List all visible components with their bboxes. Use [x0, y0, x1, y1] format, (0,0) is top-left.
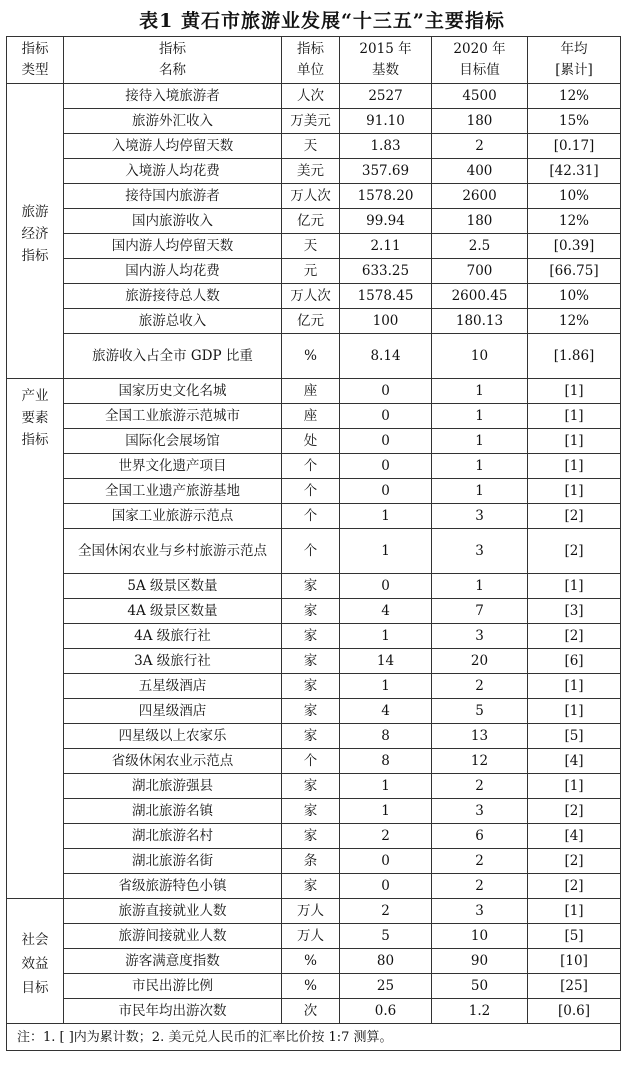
- base-value: 1: [340, 529, 432, 574]
- growth-value: 12%: [528, 309, 621, 334]
- base-value: 0.6: [340, 999, 432, 1024]
- growth-value: [0.17]: [528, 134, 621, 159]
- indicator-unit: 家: [282, 599, 340, 624]
- table-row: [7, 284, 621, 309]
- indicator-name: 湖北旅游名街: [64, 849, 282, 874]
- indicator-unit: 万人次: [282, 184, 340, 209]
- base-value: 1: [340, 624, 432, 649]
- growth-value: [42.31]: [528, 159, 621, 184]
- indicator-unit: 个: [282, 504, 340, 529]
- indicator-unit: 家: [282, 724, 340, 749]
- growth-value: [1]: [528, 404, 621, 429]
- table-row: [7, 84, 621, 109]
- table-row: [7, 899, 621, 924]
- indicator-name: 接待入境旅游者: [64, 84, 282, 109]
- indicator-name: 旅游收入占全市 GDP 比重: [64, 334, 282, 379]
- base-value: 8: [340, 724, 432, 749]
- growth-value: [2]: [528, 529, 621, 574]
- target-value: 1: [432, 574, 528, 599]
- growth-value: [1]: [528, 379, 621, 404]
- table-row: [7, 429, 621, 454]
- indicator-unit: %: [282, 974, 340, 999]
- growth-value: [2]: [528, 849, 621, 874]
- growth-value: [0.6]: [528, 999, 621, 1024]
- target-value: 400: [432, 159, 528, 184]
- table-row: [7, 574, 621, 599]
- indicator-unit: 天: [282, 234, 340, 259]
- indicator-unit: %: [282, 949, 340, 974]
- growth-value: [6]: [528, 649, 621, 674]
- base-value: 1: [340, 774, 432, 799]
- indicator-unit: 天: [282, 134, 340, 159]
- base-value: 1: [340, 799, 432, 824]
- indicator-name: 旅游总收入: [64, 309, 282, 334]
- growth-value: 10%: [528, 284, 621, 309]
- table-row: [7, 454, 621, 479]
- base-value: 1578.20: [340, 184, 432, 209]
- target-value: 2: [432, 134, 528, 159]
- base-value: 14: [340, 649, 432, 674]
- target-value: 2: [432, 674, 528, 699]
- category-cell: 产业 要素 指标: [7, 379, 64, 899]
- indicator-name: 五星级酒店: [64, 674, 282, 699]
- header-name: 指标 名称: [64, 37, 282, 84]
- target-value: 180.13: [432, 309, 528, 334]
- table-row: [7, 949, 621, 974]
- table-row: [7, 504, 621, 529]
- indicator-name: 国际化会展场馆: [64, 429, 282, 454]
- target-value: 90: [432, 949, 528, 974]
- table-row: [7, 624, 621, 649]
- target-value: 3: [432, 504, 528, 529]
- indicator-unit: 元: [282, 259, 340, 284]
- base-value: 633.25: [340, 259, 432, 284]
- growth-value: 10%: [528, 184, 621, 209]
- base-value: 2.11: [340, 234, 432, 259]
- table-row: [7, 824, 621, 849]
- indicator-unit: 人次: [282, 84, 340, 109]
- table-row: [7, 999, 621, 1024]
- indicator-name: 4A 级景区数量: [64, 599, 282, 624]
- base-value: 0: [340, 479, 432, 504]
- indicator-unit: %: [282, 334, 340, 379]
- base-value: 100: [340, 309, 432, 334]
- growth-value: [2]: [528, 799, 621, 824]
- growth-value: [1]: [528, 899, 621, 924]
- indicator-unit: 处: [282, 429, 340, 454]
- header-growth: 年均 [累计]: [528, 37, 621, 84]
- indicator-unit: 个: [282, 454, 340, 479]
- indicator-name: 国内游人均停留天数: [64, 234, 282, 259]
- indicator-name: 世界文化遗产项目: [64, 454, 282, 479]
- indicator-name: 旅游外汇收入: [64, 109, 282, 134]
- target-value: 2600.45: [432, 284, 528, 309]
- target-value: 3: [432, 799, 528, 824]
- table-row: [7, 184, 621, 209]
- growth-value: 12%: [528, 209, 621, 234]
- growth-value: [1.86]: [528, 334, 621, 379]
- table-row: [7, 334, 621, 379]
- base-value: 0: [340, 429, 432, 454]
- growth-value: [1]: [528, 454, 621, 479]
- indicator-name: 旅游接待总人数: [64, 284, 282, 309]
- indicator-name: 湖北旅游强县: [64, 774, 282, 799]
- base-value: 1578.45: [340, 284, 432, 309]
- table-row: [7, 749, 621, 774]
- table-row: [7, 134, 621, 159]
- base-value: 1: [340, 504, 432, 529]
- indicator-unit: 家: [282, 799, 340, 824]
- table-row: [7, 209, 621, 234]
- indicator-name: 湖北旅游名镇: [64, 799, 282, 824]
- indicator-name: 四星级酒店: [64, 699, 282, 724]
- base-value: 0: [340, 574, 432, 599]
- table-row: [7, 599, 621, 624]
- target-value: 2: [432, 874, 528, 899]
- base-value: 91.10: [340, 109, 432, 134]
- growth-value: [66.75]: [528, 259, 621, 284]
- indicator-unit: 个: [282, 529, 340, 574]
- growth-value: [1]: [528, 479, 621, 504]
- base-value: 0: [340, 874, 432, 899]
- target-value: 2: [432, 774, 528, 799]
- indicator-name: 国家工业旅游示范点: [64, 504, 282, 529]
- base-value: 5: [340, 924, 432, 949]
- target-value: 2: [432, 849, 528, 874]
- indicator-unit: 个: [282, 479, 340, 504]
- target-value: 1.2: [432, 999, 528, 1024]
- base-value: 25: [340, 974, 432, 999]
- base-value: 4: [340, 599, 432, 624]
- table-title: 表1 黄石市旅游业发展“十三五”主要指标: [139, 10, 505, 32]
- table-row: [7, 774, 621, 799]
- base-value: 8: [340, 749, 432, 774]
- base-value: 2: [340, 899, 432, 924]
- table-row: [7, 259, 621, 284]
- table-row: [7, 379, 621, 404]
- indicator-name: 省级旅游特色小镇: [64, 874, 282, 899]
- growth-value: [0.39]: [528, 234, 621, 259]
- table-row: [7, 699, 621, 724]
- header-base: 2015 年 基数: [340, 37, 432, 84]
- growth-value: [2]: [528, 874, 621, 899]
- growth-value: [2]: [528, 504, 621, 529]
- target-value: 1: [432, 404, 528, 429]
- indicator-name: 入境游人均停留天数: [64, 134, 282, 159]
- indicator-name: 四星级以上农家乐: [64, 724, 282, 749]
- indicator-unit: 家: [282, 624, 340, 649]
- base-value: 1.83: [340, 134, 432, 159]
- indicator-unit: 万人: [282, 899, 340, 924]
- indicator-name: 国内旅游收入: [64, 209, 282, 234]
- growth-value: [4]: [528, 749, 621, 774]
- table-row: [7, 404, 621, 429]
- note-row: [7, 1024, 621, 1051]
- indicator-unit: 家: [282, 774, 340, 799]
- indicator-name: 5A 级景区数量: [64, 574, 282, 599]
- category-cell: 旅游 经济 指标: [7, 84, 64, 379]
- indicator-unit: 家: [282, 574, 340, 599]
- target-value: 2.5: [432, 234, 528, 259]
- indicator-unit: 家: [282, 874, 340, 899]
- target-value: 12: [432, 749, 528, 774]
- indicator-unit: 家: [282, 674, 340, 699]
- table-row: [7, 974, 621, 999]
- base-value: 0: [340, 404, 432, 429]
- table-row: [7, 849, 621, 874]
- indicator-name: 3A 级旅行社: [64, 649, 282, 674]
- target-value: 10: [432, 924, 528, 949]
- growth-value: [3]: [528, 599, 621, 624]
- indicator-name: 游客满意度指数: [64, 949, 282, 974]
- base-value: 80: [340, 949, 432, 974]
- table-row: [7, 234, 621, 259]
- target-value: 180: [432, 109, 528, 134]
- header-target: 2020 年 目标值: [432, 37, 528, 84]
- indicator-name: 全国休闲农业与乡村旅游示范点: [64, 529, 282, 574]
- target-value: 1: [432, 454, 528, 479]
- header-type: 指标 类型: [7, 37, 64, 84]
- header-unit: 指标 单位: [282, 37, 340, 84]
- indicator-name: 入境游人均花费: [64, 159, 282, 184]
- table-row: [7, 874, 621, 899]
- growth-value: [1]: [528, 574, 621, 599]
- header-row: [7, 37, 621, 84]
- target-value: 5: [432, 699, 528, 724]
- target-value: 10: [432, 334, 528, 379]
- base-value: 2: [340, 824, 432, 849]
- indicator-name: 省级休闲农业示范点: [64, 749, 282, 774]
- target-value: 3: [432, 899, 528, 924]
- indicator-unit: 座: [282, 379, 340, 404]
- category-cell: 社会 效益 目标: [7, 899, 64, 1024]
- growth-value: [4]: [528, 824, 621, 849]
- table-row: [7, 109, 621, 134]
- indicator-name: 旅游直接就业人数: [64, 899, 282, 924]
- indicator-unit: 亿元: [282, 209, 340, 234]
- base-value: 2527: [340, 84, 432, 109]
- indicator-name: 旅游间接就业人数: [64, 924, 282, 949]
- growth-value: 15%: [528, 109, 621, 134]
- target-value: 1: [432, 379, 528, 404]
- base-value: 8.14: [340, 334, 432, 379]
- table-row: [7, 479, 621, 504]
- base-value: 0: [340, 849, 432, 874]
- indicator-name: 市民出游比例: [64, 974, 282, 999]
- indicator-name: 4A 级旅行社: [64, 624, 282, 649]
- target-value: 3: [432, 529, 528, 574]
- target-value: 1: [432, 479, 528, 504]
- growth-value: [1]: [528, 429, 621, 454]
- indicator-name: 湖北旅游名村: [64, 824, 282, 849]
- target-value: 1: [432, 429, 528, 454]
- base-value: 0: [340, 454, 432, 479]
- indicator-name: 全国工业旅游示范城市: [64, 404, 282, 429]
- table-row: [7, 724, 621, 749]
- indicator-unit: 家: [282, 699, 340, 724]
- table-row: [7, 924, 621, 949]
- growth-value: [5]: [528, 724, 621, 749]
- indicator-unit: 亿元: [282, 309, 340, 334]
- indicator-unit: 家: [282, 649, 340, 674]
- indicator-unit: 个: [282, 749, 340, 774]
- indicator-unit: 万人次: [282, 284, 340, 309]
- target-value: 50: [432, 974, 528, 999]
- indicator-unit: 家: [282, 824, 340, 849]
- table-row: [7, 309, 621, 334]
- target-value: 180: [432, 209, 528, 234]
- target-value: 3: [432, 624, 528, 649]
- base-value: 99.94: [340, 209, 432, 234]
- indicator-unit: 美元: [282, 159, 340, 184]
- table-row: [7, 649, 621, 674]
- table-row: [7, 799, 621, 824]
- target-value: 13: [432, 724, 528, 749]
- growth-value: [25]: [528, 974, 621, 999]
- growth-value: [1]: [528, 674, 621, 699]
- target-value: 700: [432, 259, 528, 284]
- growth-value: [10]: [528, 949, 621, 974]
- indicator-unit: 万美元: [282, 109, 340, 134]
- table-row: [7, 529, 621, 574]
- indicator-name: 市民年均出游次数: [64, 999, 282, 1024]
- target-value: 20: [432, 649, 528, 674]
- indicator-unit: 次: [282, 999, 340, 1024]
- indicator-table: [6, 36, 621, 1051]
- indicator-unit: 座: [282, 404, 340, 429]
- indicator-name: 国家历史文化名城: [64, 379, 282, 404]
- growth-value: 12%: [528, 84, 621, 109]
- target-value: 4500: [432, 84, 528, 109]
- growth-value: [1]: [528, 699, 621, 724]
- growth-value: [5]: [528, 924, 621, 949]
- indicator-unit: 万人: [282, 924, 340, 949]
- base-value: 1: [340, 674, 432, 699]
- table-row: [7, 674, 621, 699]
- table-note: 注：1. [ ]内为累计数；2. 美元兑人民币的汇率比价按 1:7 测算。: [7, 1024, 621, 1051]
- target-value: 6: [432, 824, 528, 849]
- base-value: 357.69: [340, 159, 432, 184]
- indicator-name: 全国工业遗产旅游基地: [64, 479, 282, 504]
- target-value: 2600: [432, 184, 528, 209]
- growth-value: [2]: [528, 624, 621, 649]
- table-row: [7, 159, 621, 184]
- indicator-unit: 条: [282, 849, 340, 874]
- growth-value: [1]: [528, 774, 621, 799]
- base-value: 4: [340, 699, 432, 724]
- indicator-name: 国内游人均花费: [64, 259, 282, 284]
- indicator-name: 接待国内旅游者: [64, 184, 282, 209]
- target-value: 7: [432, 599, 528, 624]
- base-value: 0: [340, 379, 432, 404]
